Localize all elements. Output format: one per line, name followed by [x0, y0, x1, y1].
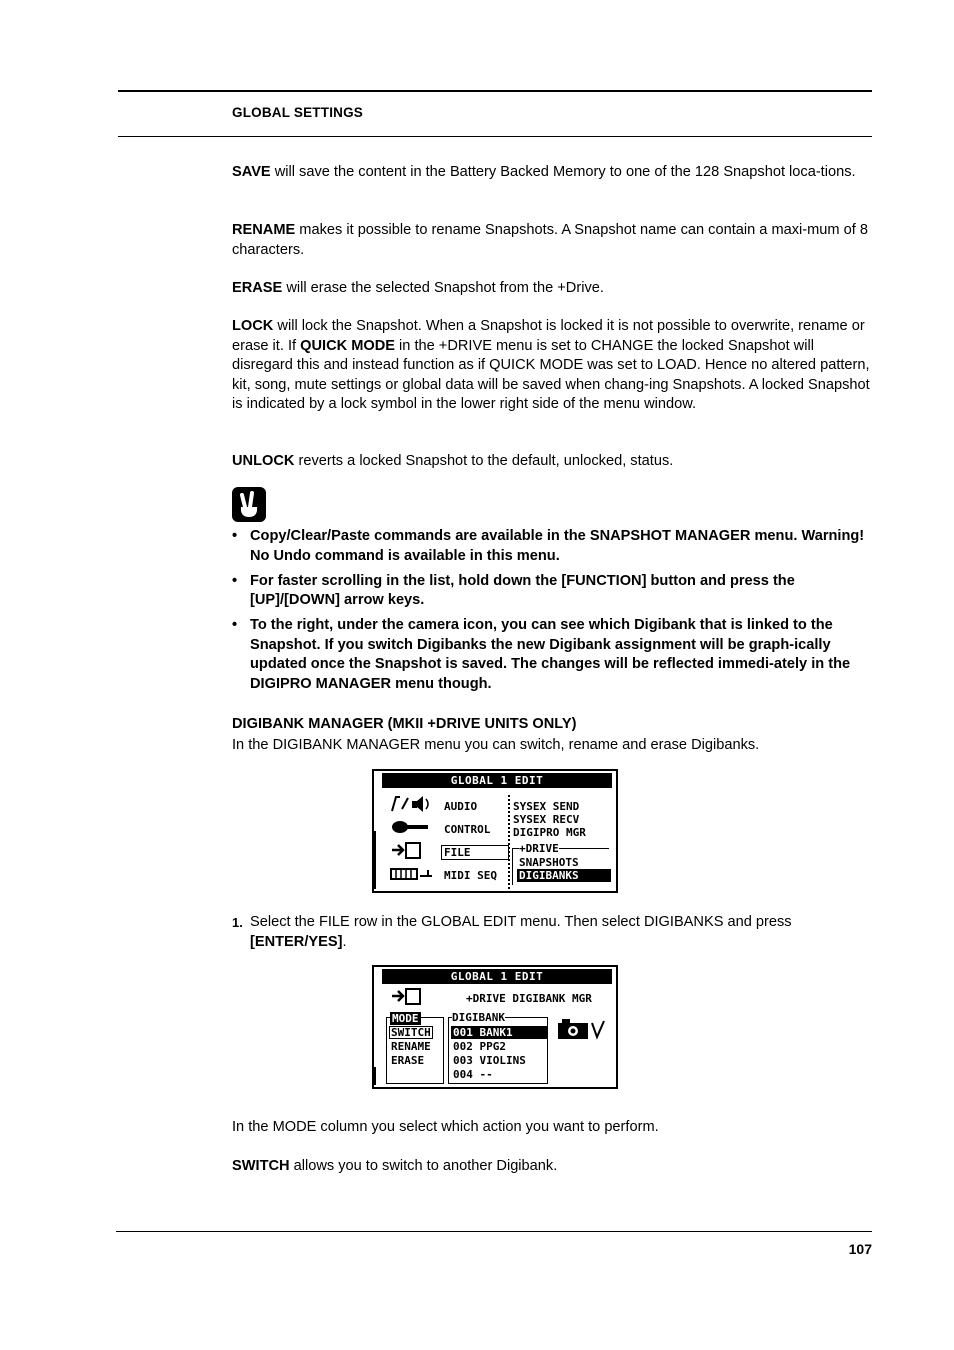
lock-paragraph — [232, 317, 874, 415]
scroll-bar — [374, 1067, 379, 1085]
bullet: • — [232, 528, 238, 544]
tip-item — [232, 616, 874, 694]
footer-rule — [116, 1231, 872, 1232]
bullet: • — [232, 617, 238, 633]
save-term: SAVE — [232, 164, 271, 180]
erase-paragraph — [232, 279, 874, 299]
unlock-term: UNLOCK — [232, 453, 295, 469]
menu-item-audio: AUDIO — [444, 800, 478, 813]
quick-mode-term: QUICK MODE — [300, 337, 395, 354]
mode-item-rename: RENAME — [391, 1040, 431, 1053]
peace-hand-icon — [232, 487, 266, 522]
digibank-item: 004 -- — [453, 1068, 493, 1081]
global-edit-screen — [372, 769, 618, 893]
menu-item-midi-seq: MIDI SEQ — [444, 869, 497, 882]
screen-title: GLOBAL 1 EDIT — [382, 773, 612, 788]
drive-label: +DRIVE — [519, 842, 559, 855]
bullet: • — [232, 572, 238, 589]
tip-item — [232, 527, 874, 566]
tip-item — [232, 572, 874, 611]
save-description: will save the content in the Battery Backed Memory to one of the 128 Snapshot loca-tions. — [270, 164, 856, 180]
screen-subtitle: +DRIVE DIGIBANK MGR — [466, 992, 592, 1005]
menu-item-control: CONTROL — [444, 823, 491, 836]
menu-item-digipro-mgr: DIGIPRO MGR — [513, 826, 586, 839]
step-number: 1. — [232, 915, 243, 930]
switch-term: SWITCH — [232, 1158, 290, 1174]
audio-icon — [390, 795, 434, 813]
control-icon — [390, 819, 434, 835]
section-title: GLOBAL SETTINGS — [232, 105, 364, 120]
unlock-paragraph — [232, 452, 874, 472]
header-bottom-rule — [118, 136, 872, 137]
file-icon — [390, 987, 424, 1007]
menu-item-snapshots: SNAPSHOTS — [519, 856, 579, 869]
mode-item-erase: ERASE — [391, 1054, 425, 1067]
step-instruction: Select the FILE row in the GLOBAL EDIT menu. Then select DIGIBANKS and press — [250, 914, 792, 930]
page-number: 107 — [848, 1241, 872, 1257]
digibank-heading: DIGIBANK MANAGER (MKII +DRIVE UNITS ONLY) — [232, 716, 577, 732]
lock-term: LOCK — [232, 318, 274, 334]
header-top-rule — [118, 90, 872, 92]
erase-term: ERASE — [232, 280, 283, 296]
menu-item-sysex-send: SYSEX SEND — [513, 800, 580, 813]
midi-seq-icon — [390, 866, 434, 882]
tip-text: Copy/Clear/Paste commands are available in the SNAPSHOT MANAGER menu. Warning! No Undo command is available in this menu. — [250, 528, 865, 564]
digibank-item: 003 VIOLINS — [453, 1054, 526, 1067]
menu-item-sysex-recv: SYSEX RECV — [513, 813, 580, 826]
menu-item-file: FILE — [441, 845, 509, 860]
rename-paragraph — [232, 221, 874, 260]
rename-term: RENAME — [232, 222, 296, 238]
enter-yes-key: [ENTER/YES] — [250, 933, 343, 950]
unlock-description: reverts a locked Snapshot to the default, unlocked, status. — [294, 453, 674, 469]
digibank-manager-screen — [372, 965, 618, 1089]
column-divider — [508, 795, 510, 889]
screen-title: GLOBAL 1 EDIT — [382, 969, 612, 984]
step-text — [232, 913, 874, 952]
lock-description-2: in the +DRIVE menu is set to CHANGE the locked Snapshot will disregard this and instead function as if QUICK MODE was set to LOAD. Hence no altered pattern, kit, song, mute settings or global data will be saved when chang-ing Snapshots. A locked Snapshot is indicated by a lock symbol in the lower right side of the menu window. — [232, 337, 870, 412]
step-end: . — [342, 933, 347, 950]
scroll-bar — [374, 831, 379, 889]
camera-icon — [556, 1017, 608, 1043]
mode-paragraph: In the MODE column you select which action you want to perform. — [232, 1119, 659, 1135]
mode-label: MODE — [392, 1012, 419, 1025]
tips-list — [232, 527, 874, 700]
lock-description-1: will lock the Snapshot. When a Snapshot is locked it is not possible to overwrite, rename or erase it. If — [232, 318, 865, 354]
digibank-item: 002 PPG2 — [453, 1040, 506, 1053]
mode-item-switch: SWITCH — [391, 1026, 431, 1039]
save-paragraph — [232, 163, 874, 183]
tip-text: To the right, under the camera icon, you can see which Digibank that is linked to the Snapshot. If you switch Digibanks the new Digibank assignment will be graph-ically updated once the Snapshot is saved. The changes will be reflected immedi-ately in the DIGIPRO MANAGER menu though. — [250, 617, 851, 692]
step-1 — [232, 913, 874, 952]
rename-description: makes it possible to rename Snapshots. A Snapshot name can contain a maxi-mum of 8 characters. — [232, 222, 868, 258]
erase-description: will erase the selected Snapshot from the +Drive. — [282, 280, 604, 296]
switch-paragraph — [232, 1157, 874, 1177]
switch-description: allows you to switch to another Digibank. — [289, 1158, 558, 1174]
digibank-item-selected: 001 BANK1 — [451, 1026, 547, 1039]
file-icon — [390, 841, 434, 861]
digibank-label: DIGIBANK — [452, 1011, 505, 1024]
digibank-intro: In the DIGIBANK MANAGER menu you can switch, rename and erase Digibanks. — [232, 737, 760, 753]
menu-item-digibanks: DIGIBANKS — [517, 869, 611, 882]
tip-text: For faster scrolling in the list, hold down the [FUNCTION] button and press the [UP]/[DOWN] arrow keys. — [250, 572, 795, 608]
